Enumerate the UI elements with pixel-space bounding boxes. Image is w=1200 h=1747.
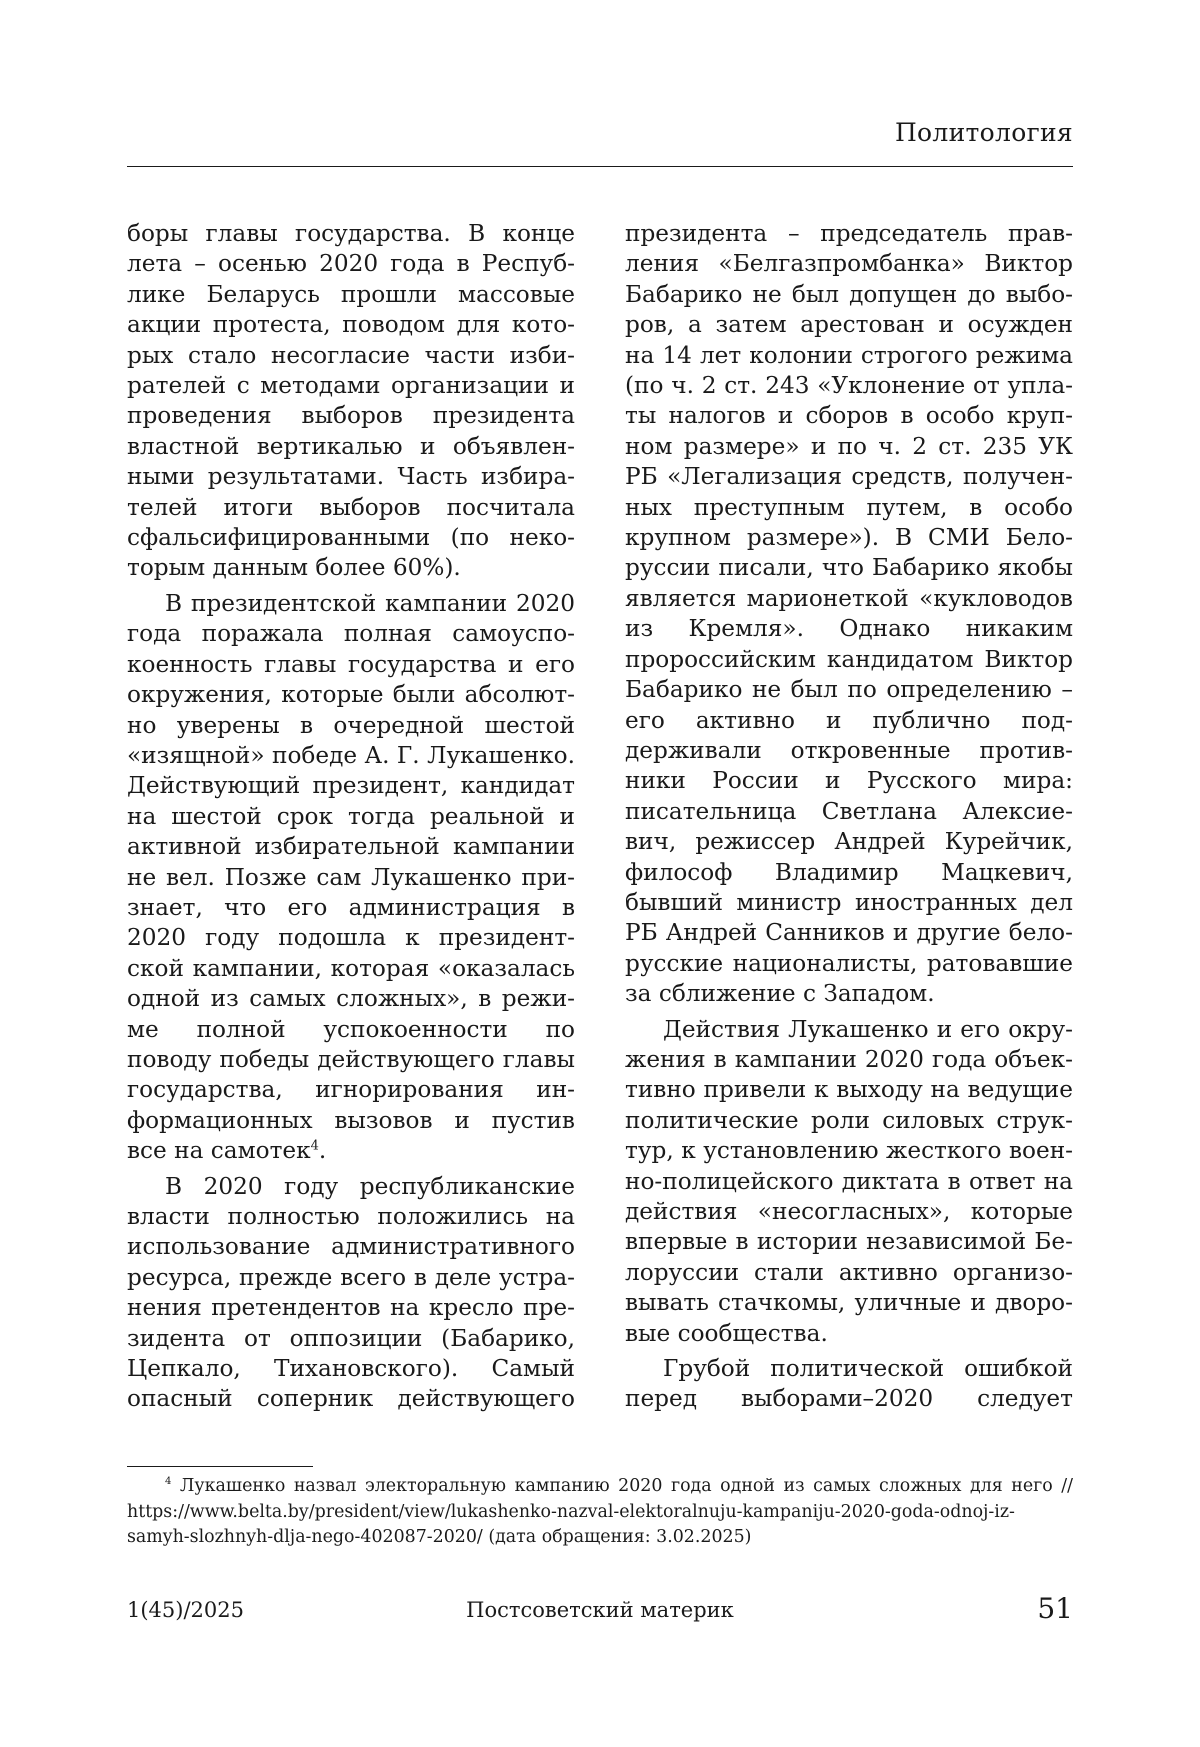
footnote-number: 4 xyxy=(165,1476,172,1488)
paragraph-left-2 xyxy=(127,589,575,1167)
issue-number: 1(45)/2025 xyxy=(127,1598,244,1622)
paragraph-right-1: президента – председатель правления «Белгазпромбанка» Виктор Бабарико не был допущен до выборов, а затем арестован и осужден на 14 лет колонии строгого режима (по ч. 2 ст. 243 «Уклонение от уплаты налогов и сборов в особо крупном размере» и по ч. 2 ст. 235 УК РБ «Легализация средств, полученных преступным путем, в особо крупном размере»). В СМИ Белоруссии писали, что Бабарико якобы является марионеткой «кукловодов из Кремля». Однако никаким пророссийским кандидатом Виктор Бабарико не был по определению – его активно и публично поддерживали откровенные противники России и Русского мира: писательница Светлана Алексиевич, режиссер Андрей Курейчик, философ Владимир Мацкевич, бывший министр иностранных дел РБ Андрей Санников и другие белорусские националисты, ратовавшие за сближение с Западом. xyxy=(625,220,1073,1008)
paragraph-left-3: В 2020 году республиканские власти полностью положились на использование административного ресурса, прежде всего в деле устранения претендентов на кресло президента от оппозиции (Бабарико, Цепкало, Тихановского). Самый опасный соперник действующего xyxy=(127,1172,575,1413)
footnote-divider xyxy=(127,1466,313,1467)
journal-title: Постсоветский материк xyxy=(466,1598,734,1622)
footnote-ref-4[interactable]: 4 xyxy=(310,1138,319,1154)
footnote xyxy=(127,1474,1073,1551)
footnote-text[interactable]: Лукашенко назвал электоральную кампанию 2020 года одной из самых сложных для него // https://www.belta.by/president/view/lukashenko-nazval-elektoralnuju-kampaniju-2020-goda-odnoj-iz-samyh-slozhnyh-dlja-nego-402087-2020/ (дата обращения: 3.02.2025) xyxy=(127,1476,1073,1547)
footnote-4 xyxy=(127,1474,1073,1551)
paragraph-left-1: боры главы государства. В конце лета – осенью 2020 года в Республике Беларусь прошли массовые акции протеста, поводом для которых стало несогласие части избирателей с методами организации и проведения выборов президента властной вертикалью и объявленными результатами. Часть избирателей итоги выборов посчитала сфальсифицированными (по некоторым данным более 60%). xyxy=(127,220,575,582)
page-footer xyxy=(127,1592,1073,1632)
paragraph-right-2: Действия Лукашенко и его окружения в кампании 2020 года объективно привели к выходу на ведущие политические роли силовых структур, к установлению жесткого военно-полицейского диктата в ответ на действия «несогласных», которые впервые в истории независимой Белоруссии стали активно организовывать стачкомы, уличные и дворовые сообщества. xyxy=(625,1015,1073,1347)
running-head: Политология xyxy=(894,118,1073,147)
left-column xyxy=(127,219,575,1415)
paragraph-right-3: Грубой политической ошибкой перед выборами–2020 следует xyxy=(625,1355,1073,1413)
header-divider xyxy=(127,166,1073,167)
paragraph-left-2-text: В президентской кампании 2020 года поражала полная самоуспокоенность главы государства и его окружения, которые были абсолютно уверены в очередной шестой «изящной» победе А. Г. Лукашенко. Действующий президент, кандидат на шестой срок тогда реальной и активной избирательной кампании не вел. Позже сам Лукашенко признает, что его администрация в 2020 году подошла к президентской кампании, которая «оказалась одной из самых сложных», в режиме полной успокоенности по поводу победы действующего главы государства, игнорирования информационных вызовов и пустив все на самотек xyxy=(127,589,575,1165)
page-number: 51 xyxy=(1037,1592,1073,1625)
right-column xyxy=(625,219,1073,1415)
paragraph-left-2-end: . xyxy=(318,1137,327,1165)
